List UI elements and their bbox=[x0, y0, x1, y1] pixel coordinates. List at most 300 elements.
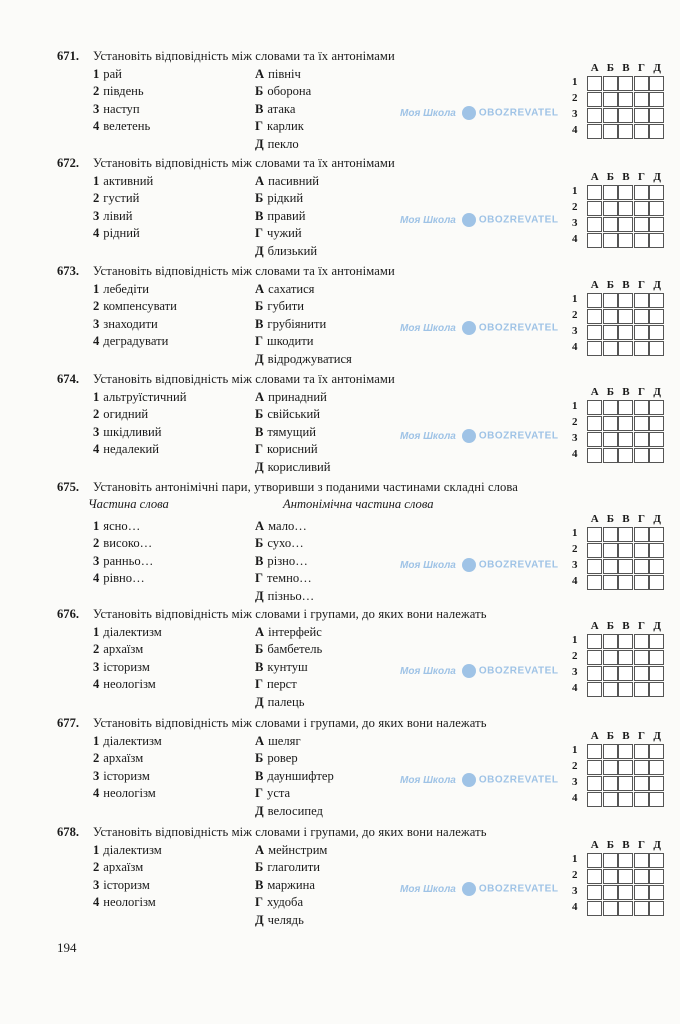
answer-cell[interactable] bbox=[618, 901, 633, 916]
answer-cell[interactable] bbox=[634, 650, 649, 665]
answer-cell[interactable] bbox=[649, 666, 664, 681]
answer-cell[interactable] bbox=[587, 185, 602, 200]
item-number: 2 bbox=[93, 536, 100, 551]
answer-cell[interactable] bbox=[603, 650, 618, 665]
answer-cell[interactable] bbox=[587, 666, 602, 681]
answer-cell[interactable] bbox=[603, 744, 618, 759]
answer-cell[interactable] bbox=[634, 341, 649, 356]
grid-row-number: 1 bbox=[572, 185, 578, 197]
answer-cell[interactable] bbox=[603, 416, 618, 431]
item-word: рай bbox=[103, 67, 122, 81]
item-letter: Д bbox=[255, 351, 264, 366]
grid-row-number: 3 bbox=[572, 666, 578, 678]
answer-cell[interactable] bbox=[603, 341, 618, 356]
answer-cell[interactable] bbox=[634, 543, 649, 558]
answer-cell[interactable] bbox=[618, 760, 633, 775]
answer-cell[interactable] bbox=[603, 76, 618, 91]
answer-cell[interactable] bbox=[649, 760, 664, 775]
item-word: наступ bbox=[103, 101, 140, 116]
grid-row-number: 4 bbox=[572, 233, 578, 245]
answer-cell[interactable] bbox=[618, 666, 633, 681]
grid-column-letter: А bbox=[590, 513, 599, 525]
grid-column-letter: В bbox=[622, 386, 630, 398]
answer-cell[interactable] bbox=[603, 108, 618, 123]
item-number: 4 bbox=[93, 571, 100, 586]
answer-cell[interactable] bbox=[649, 76, 664, 91]
item-letter: В bbox=[255, 659, 264, 674]
item-letter: В bbox=[255, 208, 264, 223]
exercise-header bbox=[57, 372, 395, 387]
right-item bbox=[255, 694, 304, 710]
watermark-logo-icon bbox=[462, 664, 476, 678]
grid-row-number: 2 bbox=[572, 543, 578, 555]
item-word: перст bbox=[267, 677, 297, 692]
answer-cell[interactable] bbox=[618, 325, 633, 340]
answer-cell[interactable] bbox=[618, 416, 633, 431]
item-number: 4 bbox=[93, 786, 100, 801]
item-word: шкідливий bbox=[103, 424, 162, 439]
item-letter: Б bbox=[255, 191, 264, 206]
answer-cell[interactable] bbox=[587, 448, 602, 463]
item-word: сухо… bbox=[267, 536, 304, 551]
answer-cell[interactable] bbox=[587, 341, 602, 356]
answer-cell[interactable] bbox=[618, 448, 633, 463]
answer-cell[interactable] bbox=[603, 92, 618, 107]
item-word: діалектизм bbox=[103, 625, 162, 639]
exercise-number: 673. bbox=[57, 264, 80, 278]
answer-cell[interactable] bbox=[603, 400, 618, 415]
answer-cell[interactable] bbox=[618, 233, 633, 248]
answer-cell[interactable] bbox=[603, 885, 618, 900]
grid-row-number: 2 bbox=[572, 201, 578, 213]
answer-cell[interactable] bbox=[587, 634, 602, 649]
answer-cell[interactable] bbox=[618, 559, 633, 574]
answer-cell[interactable] bbox=[587, 233, 602, 248]
answer-cell[interactable] bbox=[649, 108, 664, 123]
answer-cell[interactable] bbox=[649, 309, 664, 324]
item-number: 3 bbox=[93, 659, 100, 674]
grid-column-letter: Б bbox=[606, 730, 614, 742]
item-letter: А bbox=[255, 174, 265, 188]
answer-cell[interactable] bbox=[634, 92, 649, 107]
answer-cell[interactable] bbox=[649, 124, 664, 139]
answer-cell[interactable] bbox=[618, 869, 633, 884]
answer-cell[interactable] bbox=[603, 185, 618, 200]
answer-cell[interactable] bbox=[634, 432, 649, 447]
answer-cell[interactable] bbox=[634, 885, 649, 900]
answer-cell[interactable] bbox=[618, 885, 633, 900]
answer-cell[interactable] bbox=[587, 432, 602, 447]
item-word: худоба bbox=[267, 895, 304, 910]
grid-column-letter: Д bbox=[653, 513, 661, 525]
exercise-header bbox=[57, 264, 395, 279]
answer-cell[interactable] bbox=[618, 432, 633, 447]
answer-cell[interactable] bbox=[634, 744, 649, 759]
answer-cell[interactable] bbox=[618, 92, 633, 107]
answer-cell[interactable] bbox=[618, 682, 633, 697]
item-number: 3 bbox=[93, 768, 100, 783]
answer-cell[interactable] bbox=[587, 400, 602, 415]
item-word: неологізм bbox=[103, 895, 156, 910]
right-item bbox=[255, 785, 290, 801]
exercise-number: 675. bbox=[57, 480, 80, 494]
item-letter: Г bbox=[255, 677, 264, 692]
grid-column-letter: В bbox=[622, 513, 630, 525]
right-item bbox=[255, 624, 322, 640]
answer-cell[interactable] bbox=[634, 76, 649, 91]
item-letter: В bbox=[255, 768, 264, 783]
answer-cell[interactable] bbox=[618, 293, 633, 308]
item-number: 3 bbox=[93, 553, 100, 568]
answer-cell[interactable] bbox=[603, 559, 618, 574]
item-word: ранньо… bbox=[103, 553, 154, 568]
answer-cell[interactable] bbox=[649, 853, 664, 868]
item-number: 1 bbox=[93, 625, 100, 639]
watermark-logo-icon bbox=[462, 429, 476, 443]
answer-cell[interactable] bbox=[649, 559, 664, 574]
answer-cell[interactable] bbox=[603, 901, 618, 916]
left-item bbox=[93, 676, 156, 692]
right-item bbox=[255, 208, 305, 224]
answer-cell[interactable] bbox=[587, 92, 602, 107]
exercise-header bbox=[57, 607, 487, 622]
answer-cell[interactable] bbox=[618, 185, 633, 200]
answer-cell[interactable] bbox=[603, 853, 618, 868]
exercise-number: 678. bbox=[57, 825, 80, 839]
answer-cell[interactable] bbox=[618, 853, 633, 868]
item-word: чужий bbox=[267, 226, 302, 241]
right-item bbox=[255, 676, 297, 692]
answer-cell[interactable] bbox=[649, 325, 664, 340]
grid-column-letter: В bbox=[622, 620, 630, 632]
answer-cell[interactable] bbox=[618, 76, 633, 91]
item-letter: Б bbox=[255, 751, 264, 766]
answer-cell[interactable] bbox=[587, 559, 602, 574]
grid-row-number: 3 bbox=[572, 559, 578, 571]
answer-cell[interactable] bbox=[587, 853, 602, 868]
answer-cell[interactable] bbox=[587, 792, 602, 807]
item-word: свійський bbox=[267, 407, 321, 422]
grid-row-number: 4 bbox=[572, 682, 578, 694]
answer-cell[interactable] bbox=[603, 634, 618, 649]
answer-cell[interactable] bbox=[634, 869, 649, 884]
answer-cell[interactable] bbox=[587, 760, 602, 775]
left-item bbox=[93, 750, 143, 766]
answer-cell[interactable] bbox=[603, 543, 618, 558]
answer-cell[interactable] bbox=[649, 901, 664, 916]
answer-cell[interactable] bbox=[649, 634, 664, 649]
answer-cell[interactable] bbox=[634, 124, 649, 139]
item-word: маржина bbox=[267, 877, 315, 892]
grid-column-letter: А bbox=[590, 730, 599, 742]
grid-row-number: 1 bbox=[572, 400, 578, 412]
answer-cell[interactable] bbox=[587, 885, 602, 900]
answer-cell[interactable] bbox=[649, 792, 664, 807]
watermark-brand: OBOZREVATEL bbox=[478, 665, 559, 677]
answer-cell[interactable] bbox=[618, 400, 633, 415]
exercise-header bbox=[57, 480, 518, 495]
item-word: мейнстрим bbox=[268, 843, 328, 857]
answer-cell[interactable] bbox=[649, 217, 664, 232]
answer-cell[interactable] bbox=[587, 108, 602, 123]
answer-cell[interactable] bbox=[603, 217, 618, 232]
answer-cell[interactable] bbox=[587, 217, 602, 232]
item-word: кунтуш bbox=[267, 659, 308, 674]
answer-cell[interactable] bbox=[618, 776, 633, 791]
answer-cell[interactable] bbox=[587, 124, 602, 139]
answer-cell[interactable] bbox=[618, 124, 633, 139]
answer-cell[interactable] bbox=[618, 575, 633, 590]
watermark bbox=[400, 321, 558, 336]
exercise-number: 671. bbox=[57, 49, 80, 63]
answer-cell[interactable] bbox=[603, 760, 618, 775]
item-letter: Д bbox=[255, 694, 264, 709]
item-word: шеляг bbox=[268, 734, 301, 748]
item-number: 3 bbox=[93, 101, 100, 116]
item-number: 1 bbox=[93, 519, 100, 533]
item-word: губити bbox=[267, 299, 305, 314]
item-letter: В bbox=[255, 553, 264, 568]
answer-cell[interactable] bbox=[634, 217, 649, 232]
item-number: 1 bbox=[93, 734, 100, 748]
answer-cell[interactable] bbox=[649, 400, 664, 415]
answer-cell[interactable] bbox=[587, 293, 602, 308]
answer-cell[interactable] bbox=[634, 853, 649, 868]
exercise-header bbox=[57, 716, 487, 731]
answer-cell[interactable] bbox=[618, 792, 633, 807]
right-item bbox=[255, 803, 323, 819]
item-word: тямущий bbox=[267, 424, 316, 439]
answer-cell[interactable] bbox=[634, 201, 649, 216]
answer-cell[interactable] bbox=[634, 575, 649, 590]
answer-cell[interactable] bbox=[634, 682, 649, 697]
answer-cell[interactable] bbox=[649, 776, 664, 791]
answer-cell[interactable] bbox=[587, 543, 602, 558]
answer-cell[interactable] bbox=[634, 792, 649, 807]
answer-cell[interactable] bbox=[618, 309, 633, 324]
item-letter: А bbox=[255, 390, 265, 404]
answer-cell[interactable] bbox=[649, 650, 664, 665]
answer-cell[interactable] bbox=[587, 901, 602, 916]
grid-row-number: 2 bbox=[572, 650, 578, 662]
answer-cell[interactable] bbox=[603, 527, 618, 542]
grid-row-number: 3 bbox=[572, 432, 578, 444]
right-item bbox=[255, 518, 307, 534]
grid-column-letter: Д bbox=[653, 171, 661, 183]
answer-cell[interactable] bbox=[634, 416, 649, 431]
answer-cell[interactable] bbox=[587, 76, 602, 91]
watermark-logo-icon bbox=[462, 773, 476, 787]
right-item bbox=[255, 641, 322, 657]
answer-cell[interactable] bbox=[634, 108, 649, 123]
item-word: челядь bbox=[267, 912, 304, 927]
answer-cell[interactable] bbox=[587, 416, 602, 431]
item-word: принадний bbox=[268, 390, 327, 404]
item-letter: А bbox=[255, 282, 265, 296]
answer-cell[interactable] bbox=[587, 869, 602, 884]
answer-cell[interactable] bbox=[634, 325, 649, 340]
watermark-school: Моя Школа bbox=[400, 322, 456, 334]
answer-cell[interactable] bbox=[634, 666, 649, 681]
answer-cell[interactable] bbox=[649, 744, 664, 759]
answer-cell[interactable] bbox=[649, 448, 664, 463]
grid-column-letter: А bbox=[590, 279, 599, 291]
item-word: історизм bbox=[103, 659, 150, 674]
grid-column-letter: Г bbox=[638, 62, 646, 74]
grid-row-number: 3 bbox=[572, 885, 578, 897]
answer-cell[interactable] bbox=[649, 201, 664, 216]
answer-cell[interactable] bbox=[603, 233, 618, 248]
answer-cell[interactable] bbox=[603, 575, 618, 590]
answer-cell[interactable] bbox=[618, 341, 633, 356]
grid-row-number: 2 bbox=[572, 760, 578, 772]
watermark bbox=[400, 106, 558, 121]
answer-cell[interactable] bbox=[649, 543, 664, 558]
answer-cell[interactable] bbox=[634, 233, 649, 248]
item-word: ровер bbox=[267, 751, 298, 766]
answer-cell[interactable] bbox=[618, 543, 633, 558]
answer-cell[interactable] bbox=[587, 527, 602, 542]
grid-row-number: 2 bbox=[572, 869, 578, 881]
item-word: діалектизм bbox=[103, 843, 162, 857]
answer-cell[interactable] bbox=[649, 575, 664, 590]
item-number: 1 bbox=[93, 174, 100, 188]
answer-cell[interactable] bbox=[603, 666, 618, 681]
answer-cell[interactable] bbox=[603, 309, 618, 324]
answer-cell[interactable] bbox=[649, 869, 664, 884]
item-letter: Г bbox=[255, 571, 264, 586]
answer-cell[interactable] bbox=[618, 744, 633, 759]
answer-cell[interactable] bbox=[634, 400, 649, 415]
answer-cell[interactable] bbox=[587, 650, 602, 665]
right-item bbox=[255, 333, 314, 349]
right-item bbox=[255, 441, 318, 457]
answer-cell[interactable] bbox=[634, 448, 649, 463]
answer-cell[interactable] bbox=[603, 124, 618, 139]
answer-cell[interactable] bbox=[634, 293, 649, 308]
answer-cell[interactable] bbox=[603, 201, 618, 216]
left-item bbox=[93, 570, 145, 586]
right-item bbox=[255, 912, 304, 928]
answer-cell[interactable] bbox=[649, 527, 664, 542]
answer-cell[interactable] bbox=[587, 325, 602, 340]
item-letter: Г bbox=[255, 334, 264, 349]
answer-cell[interactable] bbox=[649, 416, 664, 431]
answer-cell[interactable] bbox=[649, 885, 664, 900]
item-word: бамбетель bbox=[267, 642, 323, 657]
right-item bbox=[255, 588, 314, 604]
answer-cell[interactable] bbox=[634, 527, 649, 542]
grid-row-number: 4 bbox=[572, 575, 578, 587]
grid-column-letter: В bbox=[622, 279, 630, 291]
answer-cell[interactable] bbox=[649, 185, 664, 200]
left-item bbox=[93, 298, 177, 314]
answer-cell[interactable] bbox=[603, 448, 618, 463]
item-letter: А bbox=[255, 625, 265, 639]
answer-cell[interactable] bbox=[649, 341, 664, 356]
watermark-school: Моя Школа bbox=[400, 107, 456, 119]
answer-cell[interactable] bbox=[634, 901, 649, 916]
item-letter: В bbox=[255, 424, 264, 439]
grid-column-letter: В bbox=[622, 62, 630, 74]
item-word: архаїзм bbox=[103, 751, 144, 766]
answer-cell[interactable] bbox=[587, 575, 602, 590]
answer-cell[interactable] bbox=[603, 432, 618, 447]
exercise-number: 677. bbox=[57, 716, 80, 730]
answer-cell[interactable] bbox=[649, 682, 664, 697]
grid-row-number: 3 bbox=[572, 108, 578, 120]
answer-cell[interactable] bbox=[634, 185, 649, 200]
answer-cell[interactable] bbox=[618, 217, 633, 232]
grid-column-letter: Д bbox=[653, 386, 661, 398]
answer-cell[interactable] bbox=[618, 650, 633, 665]
answer-cell[interactable] bbox=[603, 293, 618, 308]
item-number: 4 bbox=[93, 442, 100, 457]
answer-cell[interactable] bbox=[587, 744, 602, 759]
answer-cell[interactable] bbox=[634, 760, 649, 775]
item-word: оборона bbox=[267, 84, 312, 99]
right-item bbox=[255, 733, 301, 749]
right-item bbox=[255, 225, 302, 241]
answer-cell[interactable] bbox=[618, 201, 633, 216]
grid-column-letter: А bbox=[590, 839, 599, 851]
answer-cell[interactable] bbox=[618, 108, 633, 123]
answer-cell[interactable] bbox=[603, 792, 618, 807]
item-word: карлик bbox=[267, 119, 304, 134]
answer-cell[interactable] bbox=[618, 527, 633, 542]
right-item bbox=[255, 298, 304, 314]
answer-cell[interactable] bbox=[587, 776, 602, 791]
item-word: правий bbox=[267, 208, 306, 223]
answer-cell[interactable] bbox=[603, 325, 618, 340]
grid-row-number: 4 bbox=[572, 341, 578, 353]
grid-row-number: 3 bbox=[572, 776, 578, 788]
left-item bbox=[93, 316, 158, 332]
watermark bbox=[400, 429, 558, 444]
watermark-brand: OBOZREVATEL bbox=[478, 883, 559, 895]
right-item bbox=[255, 535, 304, 551]
answer-cell[interactable] bbox=[649, 92, 664, 107]
grid-row-number: 2 bbox=[572, 92, 578, 104]
answer-cell[interactable] bbox=[618, 634, 633, 649]
right-item bbox=[255, 281, 314, 297]
answer-cell[interactable] bbox=[634, 634, 649, 649]
answer-cell[interactable] bbox=[649, 233, 664, 248]
answer-cell[interactable] bbox=[603, 682, 618, 697]
answer-cell[interactable] bbox=[634, 559, 649, 574]
answer-cell[interactable] bbox=[634, 309, 649, 324]
answer-cell[interactable] bbox=[634, 776, 649, 791]
answer-cell[interactable] bbox=[603, 869, 618, 884]
grid-row-number: 1 bbox=[572, 76, 578, 88]
item-number: 4 bbox=[93, 895, 100, 910]
exercise-instruction: Установіть антонімічні пари, утворивши з поданими частинами складні слова bbox=[93, 480, 518, 494]
item-number: 1 bbox=[93, 390, 100, 404]
grid-column-letter: Б bbox=[606, 279, 614, 291]
answer-cell[interactable] bbox=[587, 682, 602, 697]
answer-cell[interactable] bbox=[649, 293, 664, 308]
answer-cell[interactable] bbox=[603, 776, 618, 791]
watermark-school: Моя Школа bbox=[400, 774, 456, 786]
item-number: 4 bbox=[93, 334, 100, 349]
answer-cell[interactable] bbox=[587, 309, 602, 324]
right-item bbox=[255, 101, 295, 117]
answer-cell[interactable] bbox=[649, 432, 664, 447]
right-item bbox=[255, 83, 311, 99]
grid-column-letter: В bbox=[622, 171, 630, 183]
answer-cell[interactable] bbox=[587, 201, 602, 216]
grid-row-number: 1 bbox=[572, 293, 578, 305]
